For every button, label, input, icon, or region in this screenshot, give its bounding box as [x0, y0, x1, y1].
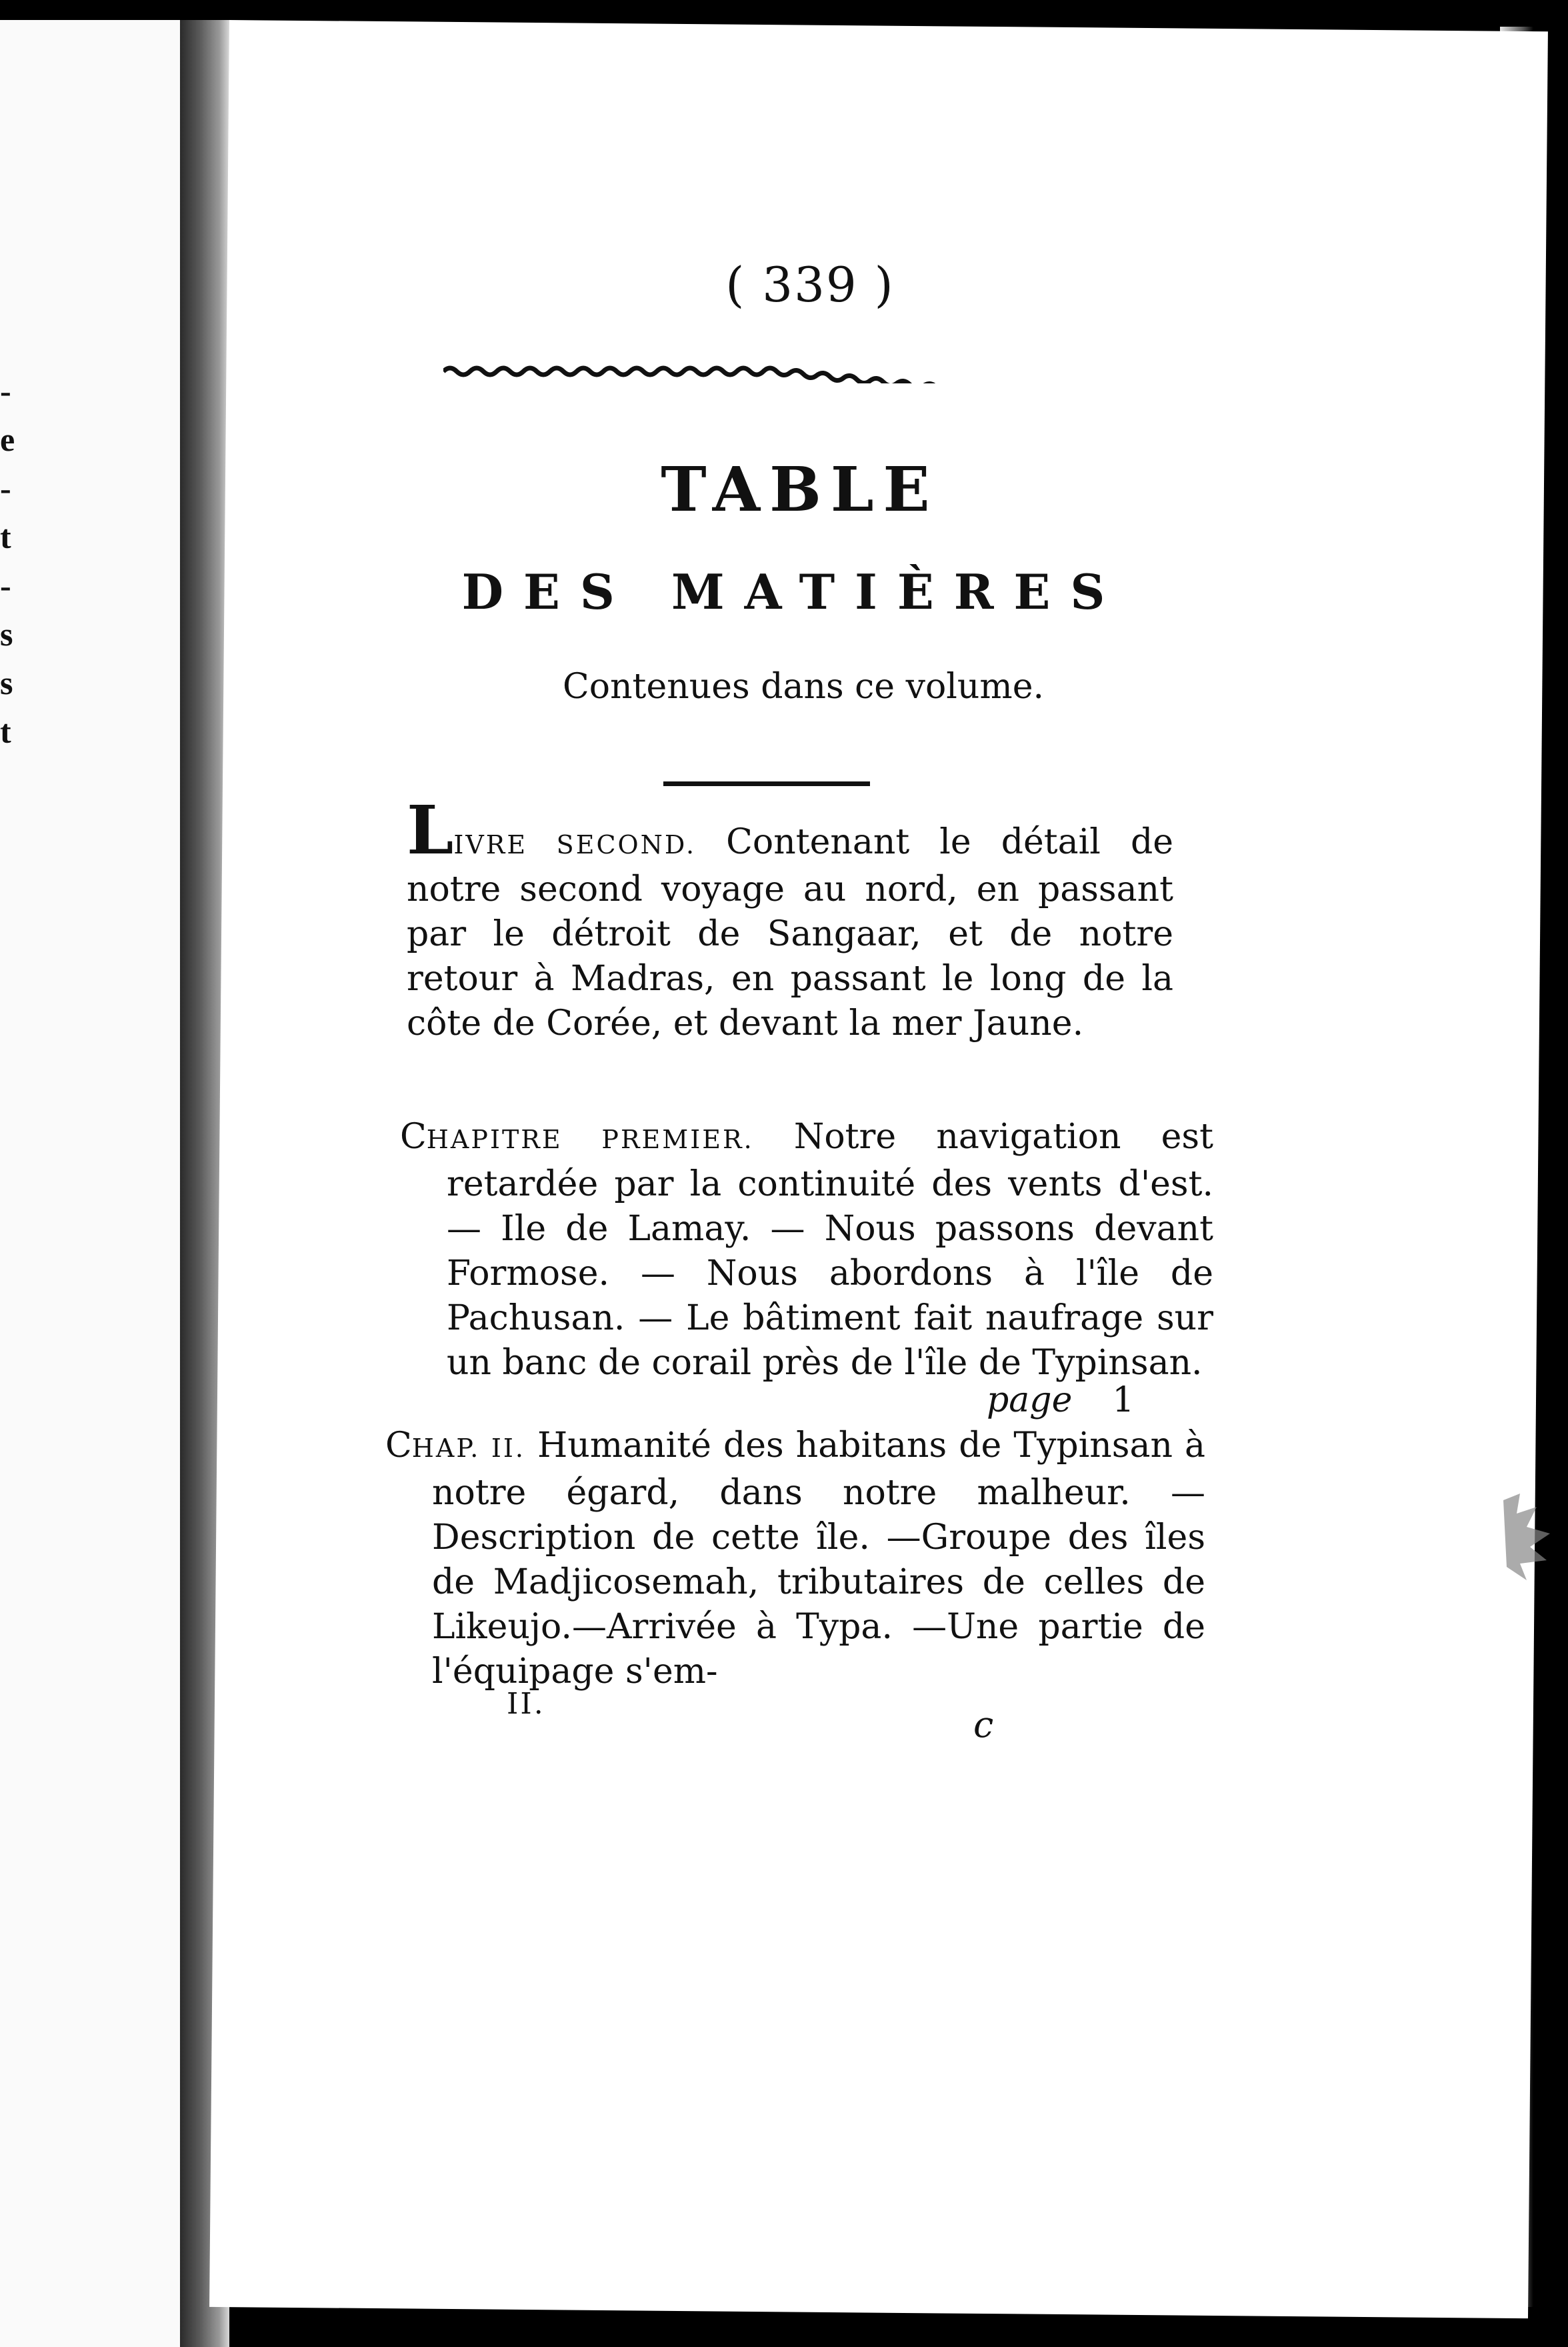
page-reference	[987, 1380, 1134, 1420]
entry-text: Notre navigation est retardée par la continuité des vents d'est. — Ile de Lamay. — Nous passons devant Formose. — Nous abordons à l'île de Pachusan. — Le bâtiment fait naufrage sur un banc de corail près de l'île de Typinsan.	[447, 1117, 1213, 1383]
volume-number: II.	[507, 1687, 545, 1721]
toc-entry	[385, 1424, 1205, 1694]
edge-letter: t	[0, 518, 11, 555]
page-number: ( 339 )	[725, 257, 895, 313]
entry-heading: HAP. II.	[411, 1434, 525, 1463]
signature-mark: c	[973, 1704, 994, 1746]
page-subtitle: Contenues dans ce volume.	[562, 667, 1045, 707]
left-page	[0, 20, 180, 2347]
entry-heading: HAPITRE PREMIER.	[426, 1125, 754, 1154]
edge-letter: t	[0, 713, 11, 750]
page-title-second-line: DES MATIÈRES	[461, 563, 1125, 620]
paper-tear-mark	[1500, 1487, 1553, 1587]
drop-cap: L	[407, 791, 454, 869]
entry-heading: IVRE SECOND.	[453, 830, 697, 859]
short-rule	[663, 781, 870, 786]
left-page-edge-text	[0, 367, 20, 756]
toc-entry	[400, 1115, 1213, 1386]
entry-text: Humanité des habitans de Typinsan à notre égard, dans notre malheur. — Description de cette île. —Groupe des îles de Madjicosemah, tributaires de celles de Likeujo.—Arrivée à Typa. —Une partie de l'équipage s'em-	[432, 1426, 1205, 1692]
entry-text: Contenant le détail de notre second voyage au nord, en passant par le détroit de Sangaar, et de notre retour à Madras, en passant le long de la côte de Corée, et devant la mer Jaune.	[407, 822, 1173, 1043]
edge-letter: -	[0, 469, 11, 507]
page-label: page	[987, 1380, 1073, 1420]
entry-heading-initial: C	[385, 1426, 412, 1466]
entry-heading-initial: C	[400, 1117, 427, 1157]
toc-entry	[407, 791, 1173, 1046]
edge-letter: s	[0, 664, 13, 701]
edge-letter: -	[0, 372, 11, 409]
page-reference-number: 1	[1112, 1380, 1135, 1420]
ornamental-wavy-rule	[443, 363, 1167, 383]
edge-letter: e	[0, 421, 15, 458]
page-title: TABLE	[661, 453, 939, 525]
edge-letter: -	[0, 567, 11, 604]
edge-letter: s	[0, 615, 13, 653]
